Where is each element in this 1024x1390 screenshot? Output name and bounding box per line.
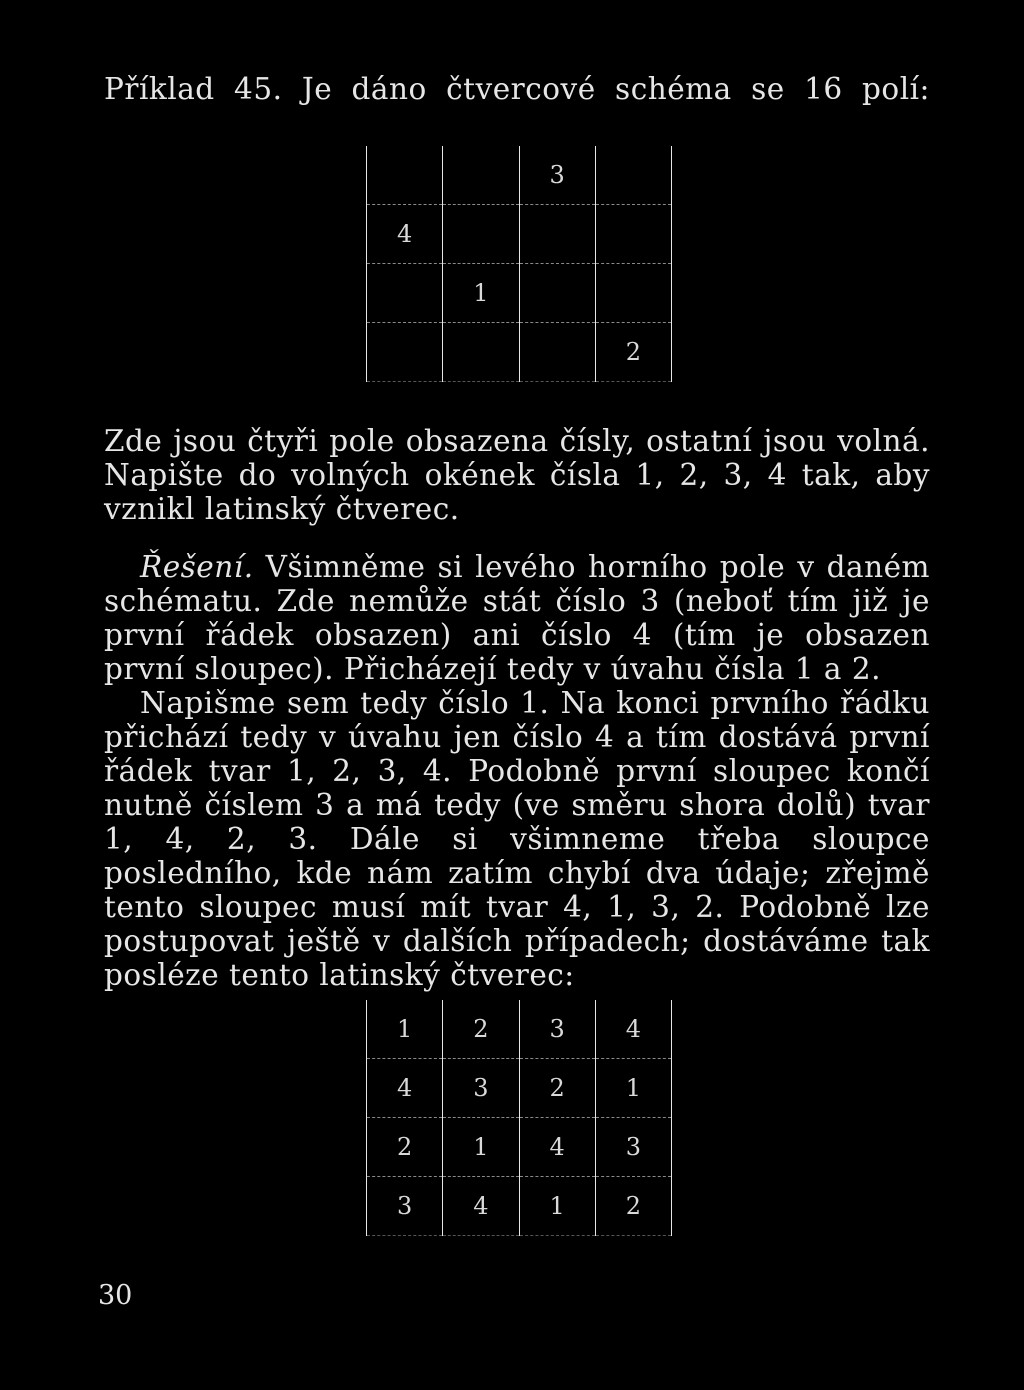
grid-cell: 3	[519, 146, 595, 205]
grid-cell: 2	[443, 1000, 519, 1059]
grid-cell	[595, 146, 671, 205]
grid-cell	[443, 323, 519, 382]
grid-row	[367, 1177, 672, 1236]
grid-cell: 1	[443, 264, 519, 323]
grid-cell: 4	[595, 1000, 671, 1059]
grid-row	[367, 1118, 672, 1177]
grid-cell: 3	[443, 1059, 519, 1118]
grid-row	[367, 1059, 672, 1118]
grid-cell: 3	[595, 1118, 671, 1177]
grid-cell: 2	[367, 1118, 443, 1177]
grid-row	[367, 264, 672, 323]
grid-cell: 2	[519, 1059, 595, 1118]
page-number: 30	[98, 1280, 133, 1311]
solution-label: Řešení.	[140, 550, 254, 584]
grid-cell: 3	[367, 1177, 443, 1236]
grid-row	[367, 205, 672, 264]
grid-cell	[519, 264, 595, 323]
grid-row	[367, 1000, 672, 1059]
task-text: Zde jsou čtyři pole obsazena čísly, ostatní jsou volná. Napište do volných okének čísla 1, 2, 3, 4 tak, aby vznikl latinský čtverec.	[104, 424, 930, 526]
grid-cell	[595, 264, 671, 323]
grid-cell	[595, 205, 671, 264]
grid-cell	[519, 205, 595, 264]
grid-cell	[443, 146, 519, 205]
grid-cell	[367, 323, 443, 382]
grid-cell: 2	[595, 1177, 671, 1236]
puzzle-grid	[366, 146, 672, 382]
solution-paragraph-2: Napišme sem tedy číslo 1. Na konci prvního řádku přichází tedy v úvahu jen číslo 4 a tím dostává první řádek tvar 1, 2, 3, 4. Podobně první sloupec končí nutně číslem 3 a má tedy (ve směru shora dolů) tvar 1, 4, 2, 3. Dále si všimneme třeba sloupce posledního, kde nám zatím chybí dva údaje; zřejmě tento sloupec musí mít tvar 4, 1, 3, 2. Podobně lze postupovat ještě v dalších případech; dostáváme tak posléze tento latinský čtverec:	[104, 686, 930, 992]
grid-cell: 3	[519, 1000, 595, 1059]
grid-cell: 1	[367, 1000, 443, 1059]
grid-row	[367, 323, 672, 382]
grid-cell	[443, 205, 519, 264]
grid-cell: 4	[367, 1059, 443, 1118]
grid-cell: 1	[519, 1177, 595, 1236]
grid-cell: 4	[443, 1177, 519, 1236]
grid-cell: 1	[595, 1059, 671, 1118]
solution-grid	[366, 1000, 672, 1236]
grid-cell: 4	[367, 205, 443, 264]
example-heading: Příklad 45. Je dáno čtvercové schéma se 16 polí:	[104, 72, 930, 106]
grid-cell	[519, 323, 595, 382]
grid-cell: 1	[443, 1118, 519, 1177]
grid-cell: 2	[595, 323, 671, 382]
grid-cell: 4	[519, 1118, 595, 1177]
solution-text-1: Všimněme si levého horního pole v daném schématu. Zde nemůže stát číslo 3 (neboť tím již je první řádek obsazen) ani číslo 4 (tím je obsazen první sloupec). Přicházejí tedy v úvahu čísla 1 a 2.	[104, 550, 930, 686]
grid-cell	[367, 264, 443, 323]
grid-cell	[367, 146, 443, 205]
solution-paragraph-1	[104, 550, 930, 686]
grid-row	[367, 146, 672, 205]
